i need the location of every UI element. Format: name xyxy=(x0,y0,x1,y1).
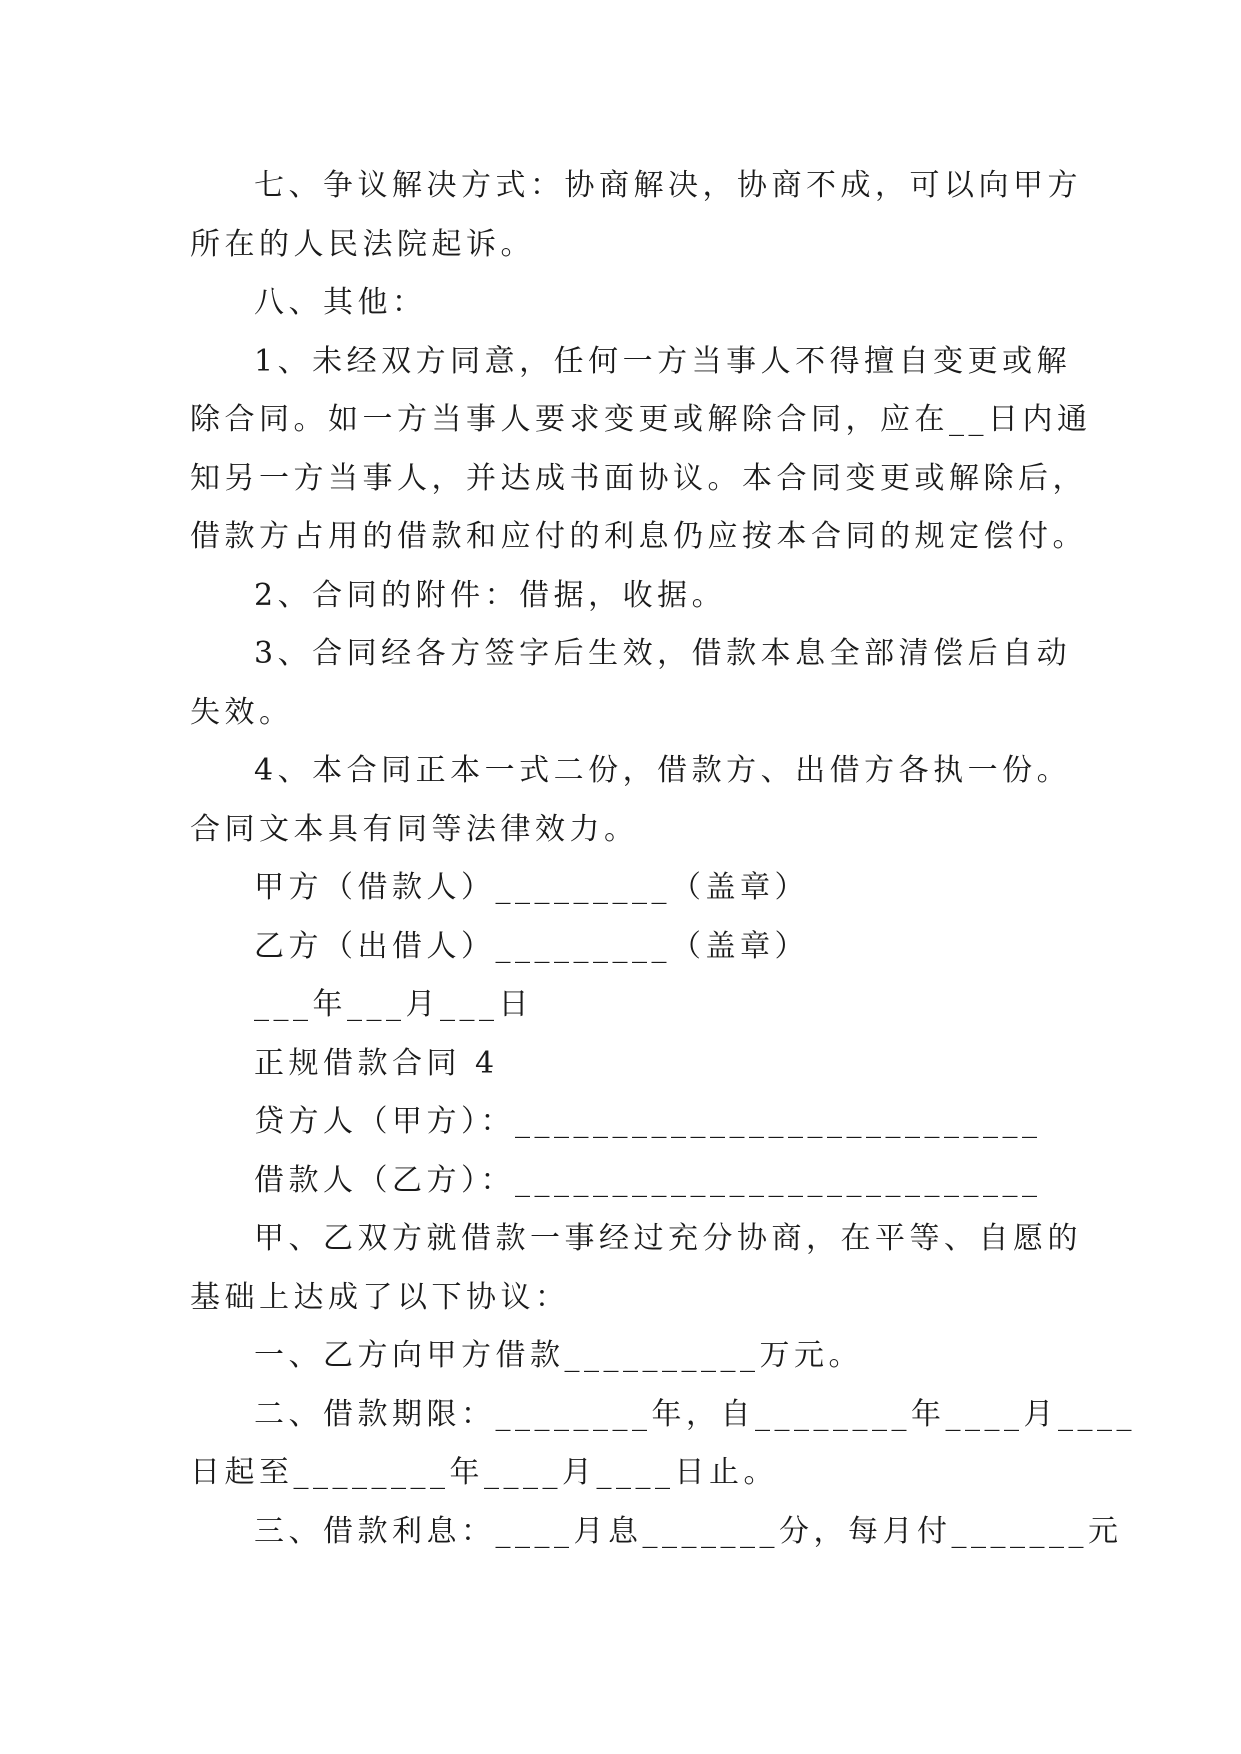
section-title: 正规借款合同 4 xyxy=(254,1045,499,1081)
paragraph-line: 所在的人民法院起诉。 xyxy=(190,226,535,262)
paragraph-line: 基础上达成了以下协议： xyxy=(190,1279,570,1315)
paragraph-line: 2、合同的附件：借据，收据。 xyxy=(254,577,727,613)
paragraph-line: 失效。 xyxy=(190,694,294,730)
paragraph-line: 借款方占用的借款和应付的利息仍应按本合同的规定偿付。 xyxy=(190,519,1087,554)
paragraph-line: 日起至________年____月____日止。 xyxy=(190,1455,778,1490)
paragraph-line: 一、乙方向甲方借款__________万元。 xyxy=(254,1338,863,1373)
paragraph-line: 3、合同经各方签字后生效，借款本息全部清偿后自动 xyxy=(254,636,1072,671)
paragraph-line: 除合同。如一方当事人要求变更或解除合同，应在__日内通 xyxy=(190,402,1092,437)
lender-line: 贷方人（甲方）：___________________________ xyxy=(254,1104,1042,1139)
document-body xyxy=(190,157,1136,1561)
paragraph-line: 三、借款利息：____月息_______分，每月付_______元 xyxy=(254,1513,1123,1549)
borrower-line: 借款人（乙方）：___________________________ xyxy=(254,1162,1042,1198)
date-line: ___年___月___日 xyxy=(254,987,533,1022)
paragraph-line: 二、借款期限：________年，自________年____月____ xyxy=(254,1396,1136,1432)
paragraph-line: 甲、乙双方就借款一事经过充分协商，在平等、自愿的 xyxy=(254,1221,1082,1256)
paragraph-line: 七、争议解决方式：协商解决，协商不成，可以向甲方 xyxy=(254,168,1082,203)
paragraph-line: 4、本合同正本一式二份，借款方、出借方各执一份。 xyxy=(254,753,1072,788)
signature-line-party-b: 乙方（出借人）_________（盖章） xyxy=(254,928,809,964)
paragraph-line: 合同文本具有同等法律效力。 xyxy=(190,811,639,847)
paragraph-line: 1、未经双方同意，任何一方当事人不得擅自变更或解 xyxy=(254,343,1072,379)
paragraph-line: 知另一方当事人，并达成书面协议。本合同变更或解除后， xyxy=(190,460,1087,496)
signature-line-party-a: 甲方（借款人）_________（盖章） xyxy=(254,870,809,905)
paragraph-line: 八、其他： xyxy=(254,285,427,320)
